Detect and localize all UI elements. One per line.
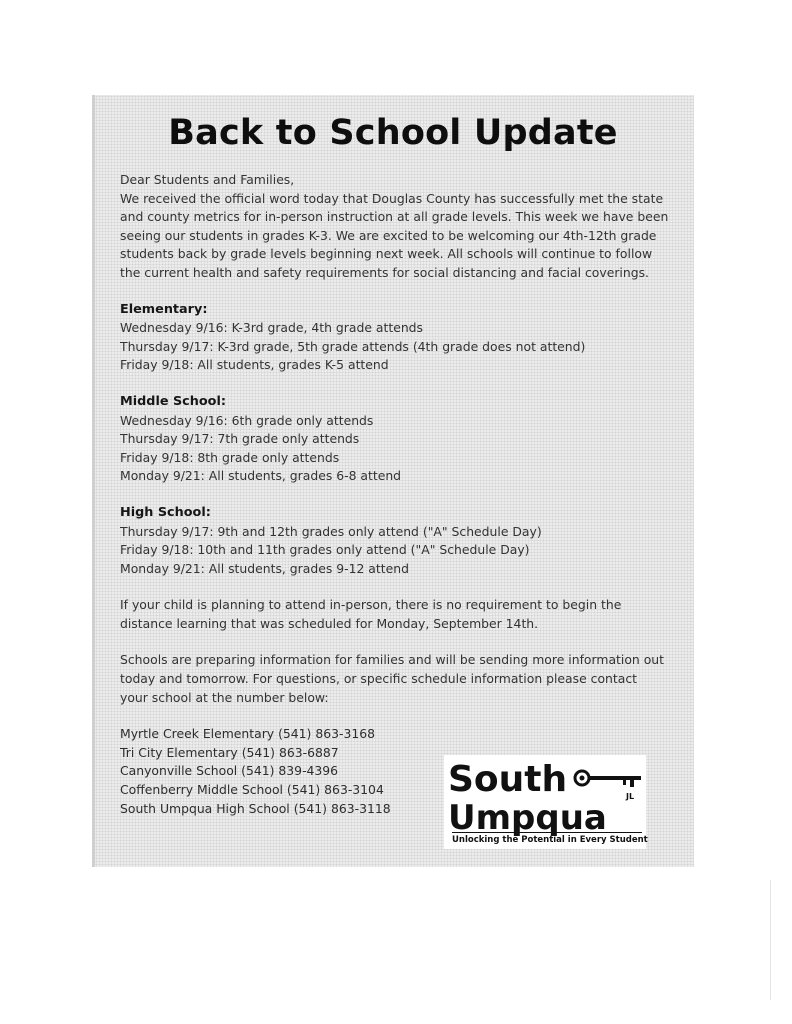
section-heading-high-school: High School: bbox=[120, 504, 211, 520]
letter-body bbox=[120, 171, 685, 818]
schedule-line: Thursday 9/17: 9th and 12th grades only attend ("A" Schedule Day) bbox=[120, 523, 542, 539]
intro-line: seeing our students in grades K-3. We are excited to be welcoming our 4th-12th grade bbox=[120, 227, 657, 243]
logo-monogram: JL bbox=[626, 792, 635, 801]
school-contact: Coffenberry Middle School (541) 863-3104 bbox=[120, 782, 384, 798]
key-icon bbox=[575, 771, 641, 787]
logo-word-south: South bbox=[448, 759, 568, 800]
scan-edge bbox=[92, 95, 95, 867]
schedule-line: Monday 9/21: All students, grades 6-8 attend bbox=[120, 468, 402, 484]
paragraph-line: your school at the number below: bbox=[120, 689, 329, 705]
section-heading-elementary: Elementary: bbox=[120, 301, 208, 317]
logo-tagline: Unlocking the Potential in Every Student bbox=[452, 832, 642, 845]
schedule-line: Thursday 9/17: 7th grade only attends bbox=[120, 431, 360, 447]
schedule-line: Monday 9/21: All students, grades 9-12 attend bbox=[120, 560, 409, 576]
paragraph-line: If your child is planning to attend in-person, there is no requirement to begin the bbox=[120, 597, 622, 613]
intro-line: We received the official word today that Douglas County has successfully met the state bbox=[120, 190, 664, 206]
school-contact: South Umpqua High School (541) 863-3118 bbox=[120, 800, 391, 816]
school-contact: Canyonville School (541) 839-4396 bbox=[120, 763, 339, 779]
schedule-line: Friday 9/18: All students, grades K-5 attend bbox=[120, 357, 389, 373]
scan-artifact bbox=[770, 880, 771, 1000]
logo-word-umpqua: Umpqua bbox=[448, 798, 607, 838]
section-heading-middle-school: Middle School: bbox=[120, 393, 226, 409]
letter-title: Back to School Update bbox=[168, 113, 618, 153]
greeting: Dear Students and Families, bbox=[120, 172, 295, 187]
schedule-line: Friday 9/18: 8th grade only attends bbox=[120, 449, 340, 465]
paragraph-line: distance learning that was scheduled for Monday, September 14th. bbox=[120, 615, 539, 631]
school-contact: Tri City Elementary (541) 863-6887 bbox=[120, 744, 339, 760]
intro-line: the current health and safety requirements for social distancing and facial coverings. bbox=[120, 264, 649, 280]
schedule-line: Wednesday 9/16: 6th grade only attends bbox=[120, 412, 374, 428]
paragraph-line: today and tomorrow. For questions, or specific schedule information please contact bbox=[120, 671, 638, 687]
intro-line: and county metrics for in-person instruction at all grade levels. This week we have been bbox=[120, 209, 669, 225]
intro-line: students back by grade levels beginning next week. All schools will continue to follow bbox=[120, 246, 653, 262]
school-contact: Myrtle Creek Elementary (541) 863-3168 bbox=[120, 726, 375, 742]
schedule-line: Friday 9/18: 10th and 11th grades only attend ("A" Schedule Day) bbox=[120, 542, 530, 558]
schedule-line: Thursday 9/17: K-3rd grade, 5th grade attends (4th grade does not attend) bbox=[120, 338, 586, 354]
scanned-letter bbox=[92, 95, 694, 867]
schedule-line: Wednesday 9/16: K-3rd grade, 4th grade attends bbox=[120, 320, 424, 336]
paragraph-line: Schools are preparing information for families and will be sending more information out bbox=[120, 652, 665, 668]
south-umpqua-logo bbox=[444, 755, 646, 849]
